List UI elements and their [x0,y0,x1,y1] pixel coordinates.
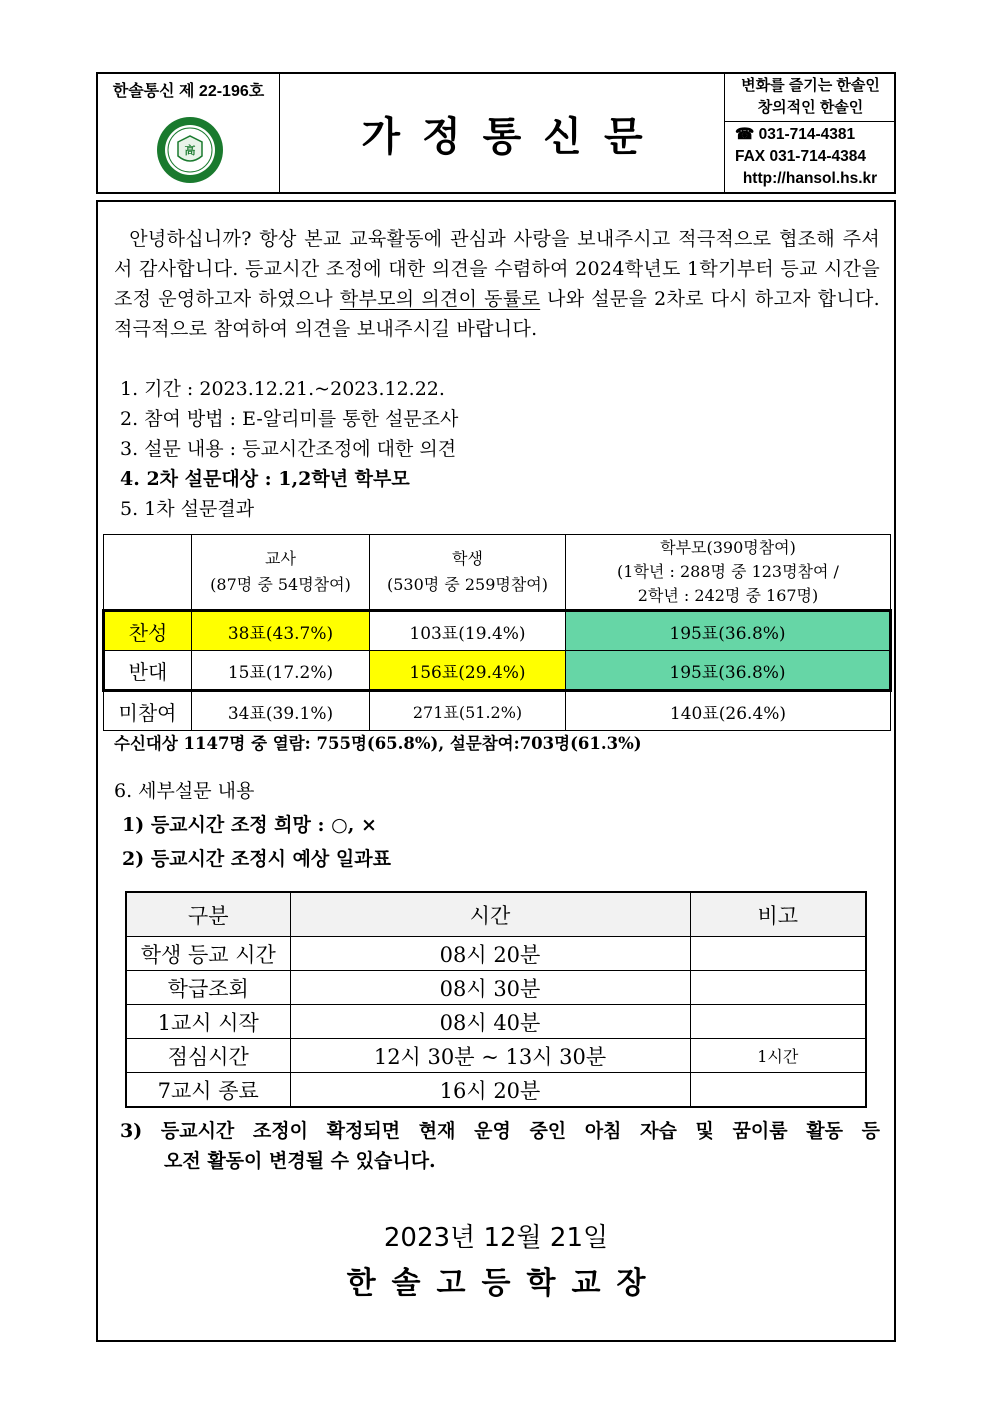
intro-text-1: 안녕하십니까? 항상 본교 교육활동에 관심과 사랑을 보내주시고 적극적으로 협조해 주셔서 감사합니다. 등교시간 조정에 대한 의견을 수렴하여 2024학년도 1학기부터 등교 시간을 조정 운영하고자 하였으나 [114,228,880,310]
info-list [120,374,458,524]
row-label-oppose: 반대 [104,651,192,691]
schedule-category: 점심시간 [126,1039,290,1073]
list-item-target: 4. 2차 설문대상 : 1,2학년 학부모 [120,468,410,490]
schedule-table [125,891,867,1108]
table-row [126,971,866,1005]
section-6 [114,774,391,876]
table-row [126,1005,866,1039]
survey-results-table [102,534,892,731]
schedule-note [690,1005,866,1039]
document-title: 가정통신문 [361,113,665,160]
motto-line-1: 변화를 즐기는 한솔인 [741,77,880,94]
schedule-header-category: 구분 [126,892,290,937]
table-row [126,937,866,971]
header-parents: 학부모(390명참여) (1학년 : 288명 중 123명참여 / 2학년 : 242명 중 167명) [566,535,891,611]
school-motto [725,74,896,122]
list-item-method: 2. 참여 방법 : E-알리미를 통한 설문조사 [120,408,459,430]
schedule-note [690,937,866,971]
fax-number: FAX 031-714-4384 [735,148,866,165]
table-row [126,1039,866,1073]
cell-oppose-students: 156표(29.4%) [370,651,566,691]
cell-noresp-teachers: 34표(39.1%) [192,691,370,731]
cell-agree-students: 103표(19.4%) [370,611,566,651]
intro-underlined-text: 학부모의 의견이 동률로 [339,288,541,310]
cell-noresp-parents: 140표(26.4%) [566,691,891,731]
table-header-row [104,535,891,611]
schedule-note: 1시간 [690,1039,866,1073]
cell-oppose-parents: 195표(36.8%) [566,651,891,691]
row-label-agree: 찬성 [104,611,192,651]
cell-noresp-students: 271표(51.2%) [370,691,566,731]
header-blank-cell [104,535,192,611]
header-right-cell [724,74,896,192]
note-3 [120,1116,880,1176]
header-left-cell [98,74,280,192]
table-row-oppose [104,651,891,691]
list-item-period: 1. 기간 : 2023.12.21.~2023.12.22. [120,378,445,400]
header-teachers: 교사 (87명 중 54명참여) [192,535,370,611]
motto-line-2: 창의적인 한솔인 [757,99,864,116]
schedule-time: 08시 20분 [290,937,690,971]
schedule-header-note: 비고 [690,892,866,937]
schedule-time: 08시 30분 [290,971,690,1005]
principal-signature: 한솔고등학교장 [346,1266,662,1301]
section-6-title: 6. 세부설문 내용 [114,780,255,802]
intro-text-2: 나와 설문을 2차로 다시 하고자 합니다. 적극적으로 참여하여 의견을 보내주시길 바랍니다. [114,288,880,340]
schedule-time: 12시 30분 ~ 13시 30분 [290,1039,690,1073]
schedule-time: 08시 40분 [290,1005,690,1039]
schedule-time: 16시 20분 [290,1073,690,1108]
schedule-category: 7교시 종료 [126,1073,290,1108]
receipt-summary: 수신대상 1147명 중 열람: 755명(65.8%), 설문참여:703명(61.3%) [114,734,642,753]
contact-info [735,124,895,190]
schedule-category: 학생 등교 시간 [126,937,290,971]
school-url[interactable]: http://hansol.hs.kr [742,170,878,187]
schedule-note [690,971,866,1005]
schedule-category: 학급조회 [126,971,290,1005]
issue-number: 한솔통신 제 22-196호 [112,83,265,100]
question-1: 1) 등교시간 조정 희망 : ○, × [122,814,377,836]
row-label-no-response: 미참여 [104,691,192,731]
list-item-content: 3. 설문 내용 : 등교시간조정에 대한 의견 [120,438,457,460]
schedule-note [690,1073,866,1108]
phone-number: ☎ 031-714-4381 [735,126,856,143]
table-row-agree [104,611,891,651]
note-3-line-2: 오전 활동이 변경될 수 있습니다. [164,1150,436,1172]
table-row [126,1073,866,1108]
cell-agree-teachers: 38표(43.7%) [192,611,370,651]
cell-oppose-teachers: 15표(17.2%) [192,651,370,691]
schedule-header-row [126,892,866,937]
table-row-no-response [104,691,891,731]
logo-center-text: 高 [184,144,196,157]
document-date: 2023년 12월 21일 [383,1223,609,1253]
header-box [96,72,896,194]
schedule-header-time: 시간 [290,892,690,937]
list-item-results: 5. 1차 설문결과 [120,498,255,520]
note-3-line-1: 3) 등교시간 조정이 확정되면 현재 운영 중인 아침 자습 및 꿈이룸 활동 등 [120,1120,880,1142]
school-logo-icon [156,116,224,184]
schedule-category: 1교시 시작 [126,1005,290,1039]
header-students: 학생 (530명 중 259명참여) [370,535,566,611]
question-2: 2) 등교시간 조정시 예상 일과표 [122,848,391,870]
intro-paragraph [114,224,880,344]
cell-agree-parents: 195표(36.8%) [566,611,891,651]
